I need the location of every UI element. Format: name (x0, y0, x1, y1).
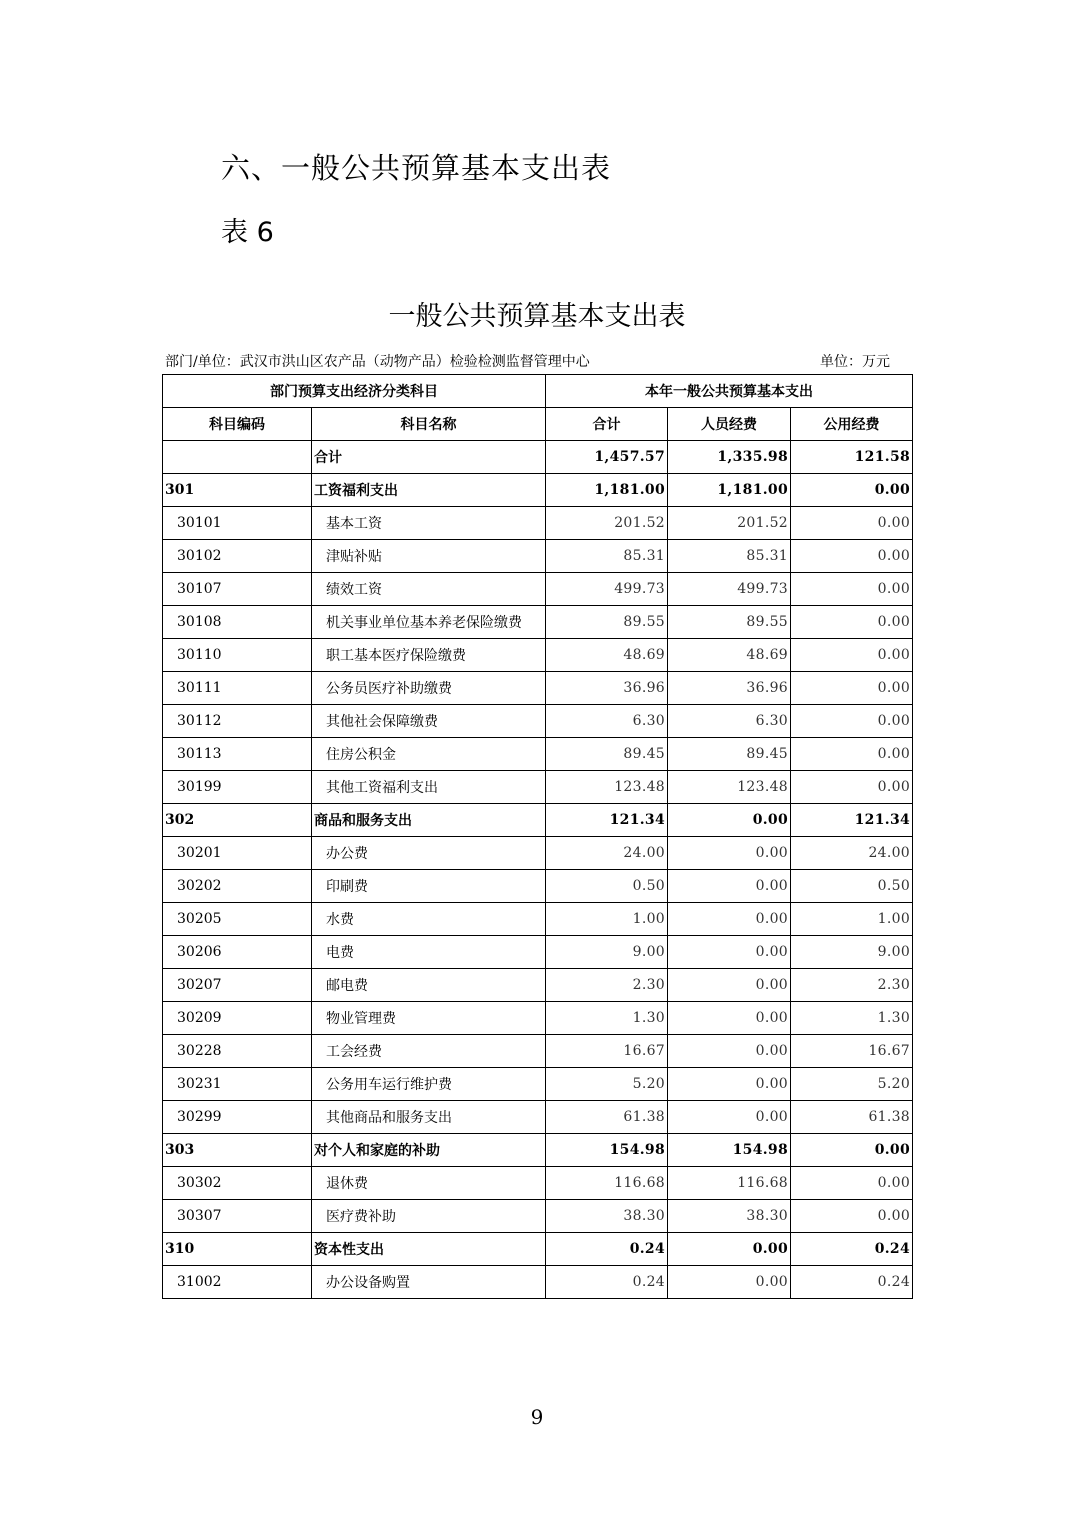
cell-code: 30199 (163, 771, 312, 804)
cell-public: 0.00 (791, 606, 913, 639)
table-row (163, 540, 913, 573)
table-row (163, 573, 913, 606)
cell-public: 0.00 (791, 705, 913, 738)
cell-code: 30107 (163, 573, 312, 606)
cell-total: 24.00 (546, 837, 668, 870)
table-row (163, 1134, 913, 1167)
cell-public: 0.00 (791, 738, 913, 771)
cell-total: 0.24 (546, 1233, 668, 1266)
cell-total: 121.34 (546, 804, 668, 837)
header-column-row (163, 408, 913, 441)
cell-total: 85.31 (546, 540, 668, 573)
cell-personnel: 154.98 (668, 1134, 791, 1167)
cell-public: 121.34 (791, 804, 913, 837)
cell-code: 30205 (163, 903, 312, 936)
cell-code: 30202 (163, 870, 312, 903)
cell-name: 公务员医疗补助缴费 (312, 672, 546, 705)
cell-total: 116.68 (546, 1167, 668, 1200)
cell-personnel: 0.00 (668, 903, 791, 936)
cell-code: 30307 (163, 1200, 312, 1233)
cell-name: 办公设备购置 (312, 1266, 546, 1299)
cell-personnel: 1,335.98 (668, 441, 791, 474)
cell-personnel: 0.00 (668, 1002, 791, 1035)
table-row (163, 1068, 913, 1101)
cell-personnel: 1,181.00 (668, 474, 791, 507)
cell-name: 邮电费 (312, 969, 546, 1002)
table-number: 表 6 (221, 217, 274, 248)
table-row (163, 738, 913, 771)
cell-total: 48.69 (546, 639, 668, 672)
cell-code: 31002 (163, 1266, 312, 1299)
cell-public: 0.24 (791, 1233, 913, 1266)
cell-name: 基本工资 (312, 507, 546, 540)
cell-public: 0.00 (791, 540, 913, 573)
cell-public: 61.38 (791, 1101, 913, 1134)
table-row (163, 474, 913, 507)
table-row (163, 1200, 913, 1233)
table-title: 一般公共预算基本支出表 (388, 301, 686, 332)
cell-total: 1,181.00 (546, 474, 668, 507)
cell-code: 30110 (163, 639, 312, 672)
cell-code (163, 441, 312, 474)
cell-public: 1.30 (791, 1002, 913, 1035)
table-row (163, 870, 913, 903)
cell-total: 154.98 (546, 1134, 668, 1167)
cell-name: 工资福利支出 (312, 474, 546, 507)
table-row (163, 606, 913, 639)
header-code: 科目编码 (163, 408, 312, 441)
cell-code: 30231 (163, 1068, 312, 1101)
cell-public: 0.50 (791, 870, 913, 903)
page-number: 9 (530, 1405, 544, 1429)
cell-personnel: 48.69 (668, 639, 791, 672)
cell-public: 0.00 (791, 771, 913, 804)
cell-name: 职工基本医疗保险缴费 (312, 639, 546, 672)
cell-name: 商品和服务支出 (312, 804, 546, 837)
cell-total: 89.55 (546, 606, 668, 639)
table-row (163, 1266, 913, 1299)
unit-label: 单位：万元 (820, 354, 890, 370)
cell-personnel: 89.55 (668, 606, 791, 639)
cell-personnel: 38.30 (668, 1200, 791, 1233)
cell-code: 30206 (163, 936, 312, 969)
cell-public: 0.00 (791, 507, 913, 540)
cell-public: 2.30 (791, 969, 913, 1002)
cell-personnel: 0.00 (668, 1233, 791, 1266)
cell-public: 0.00 (791, 573, 913, 606)
cell-total: 201.52 (546, 507, 668, 540)
header-public: 公用经费 (791, 408, 913, 441)
cell-code: 30102 (163, 540, 312, 573)
cell-public: 0.00 (791, 639, 913, 672)
cell-personnel: 116.68 (668, 1167, 791, 1200)
table-row (163, 936, 913, 969)
header-group-right: 本年一般公共预算基本支出 (546, 375, 913, 408)
cell-personnel: 85.31 (668, 540, 791, 573)
cell-total: 1.00 (546, 903, 668, 936)
cell-total: 0.24 (546, 1266, 668, 1299)
cell-code: 301 (163, 474, 312, 507)
cell-public: 24.00 (791, 837, 913, 870)
cell-code: 30101 (163, 507, 312, 540)
cell-name: 其他工资福利支出 (312, 771, 546, 804)
cell-code: 30111 (163, 672, 312, 705)
table-row (163, 1002, 913, 1035)
cell-code: 30299 (163, 1101, 312, 1134)
cell-personnel: 0.00 (668, 804, 791, 837)
table-row (163, 1101, 913, 1134)
cell-personnel: 36.96 (668, 672, 791, 705)
cell-total: 123.48 (546, 771, 668, 804)
table-row (163, 1233, 913, 1266)
cell-total: 9.00 (546, 936, 668, 969)
cell-personnel: 0.00 (668, 870, 791, 903)
cell-personnel: 0.00 (668, 837, 791, 870)
cell-public: 0.00 (791, 672, 913, 705)
cell-personnel: 0.00 (668, 1068, 791, 1101)
table-row (163, 837, 913, 870)
cell-public: 0.00 (791, 474, 913, 507)
cell-personnel: 499.73 (668, 573, 791, 606)
cell-personnel: 0.00 (668, 1266, 791, 1299)
cell-code: 30228 (163, 1035, 312, 1068)
cell-name: 其他商品和服务支出 (312, 1101, 546, 1134)
cell-code: 310 (163, 1233, 312, 1266)
cell-name: 机关事业单位基本养老保险缴费 (312, 606, 546, 639)
cell-total: 1,457.57 (546, 441, 668, 474)
cell-public: 9.00 (791, 936, 913, 969)
table-row (163, 804, 913, 837)
cell-name: 资本性支出 (312, 1233, 546, 1266)
cell-name: 住房公积金 (312, 738, 546, 771)
table-row (163, 639, 913, 672)
cell-code: 30112 (163, 705, 312, 738)
cell-name: 物业管理费 (312, 1002, 546, 1035)
cell-code: 303 (163, 1134, 312, 1167)
header-total: 合计 (546, 408, 668, 441)
cell-personnel: 0.00 (668, 1101, 791, 1134)
cell-total: 2.30 (546, 969, 668, 1002)
header-group-row (163, 375, 913, 408)
cell-total: 0.50 (546, 870, 668, 903)
cell-name: 电费 (312, 936, 546, 969)
cell-name: 退休费 (312, 1167, 546, 1200)
cell-name: 津贴补贴 (312, 540, 546, 573)
cell-total: 61.38 (546, 1101, 668, 1134)
cell-personnel: 89.45 (668, 738, 791, 771)
table-row (163, 507, 913, 540)
cell-personnel: 123.48 (668, 771, 791, 804)
cell-name: 医疗费补助 (312, 1200, 546, 1233)
cell-total: 89.45 (546, 738, 668, 771)
cell-total: 6.30 (546, 705, 668, 738)
cell-public: 0.00 (791, 1167, 913, 1200)
table-row (163, 1035, 913, 1068)
table-row (163, 672, 913, 705)
cell-name: 工会经费 (312, 1035, 546, 1068)
cell-public: 16.67 (791, 1035, 913, 1068)
cell-public: 0.00 (791, 1134, 913, 1167)
cell-name: 其他社会保障缴费 (312, 705, 546, 738)
header-group-left: 部门预算支出经济分类科目 (163, 375, 546, 408)
table-row (163, 705, 913, 738)
cell-total: 36.96 (546, 672, 668, 705)
table-row (163, 1167, 913, 1200)
table-row (163, 441, 913, 474)
cell-code: 30207 (163, 969, 312, 1002)
cell-personnel: 6.30 (668, 705, 791, 738)
cell-code: 30113 (163, 738, 312, 771)
cell-name: 办公费 (312, 837, 546, 870)
cell-code: 30209 (163, 1002, 312, 1035)
cell-public: 5.20 (791, 1068, 913, 1101)
cell-total: 38.30 (546, 1200, 668, 1233)
cell-total: 499.73 (546, 573, 668, 606)
cell-personnel: 0.00 (668, 936, 791, 969)
cell-total: 5.20 (546, 1068, 668, 1101)
cell-code: 30201 (163, 837, 312, 870)
cell-code: 30108 (163, 606, 312, 639)
cell-public: 0.00 (791, 1200, 913, 1233)
table-row (163, 771, 913, 804)
cell-name: 对个人和家庭的补助 (312, 1134, 546, 1167)
cell-total: 1.30 (546, 1002, 668, 1035)
cell-code: 302 (163, 804, 312, 837)
cell-total: 16.67 (546, 1035, 668, 1068)
cell-personnel: 0.00 (668, 1035, 791, 1068)
cell-public: 0.24 (791, 1266, 913, 1299)
cell-public: 1.00 (791, 903, 913, 936)
cell-public: 121.58 (791, 441, 913, 474)
cell-name: 印刷费 (312, 870, 546, 903)
cell-name: 合计 (312, 441, 546, 474)
cell-name: 绩效工资 (312, 573, 546, 606)
cell-personnel: 201.52 (668, 507, 791, 540)
cell-name: 公务用车运行维护费 (312, 1068, 546, 1101)
section-title: 六、一般公共预算基本支出表 (221, 151, 612, 185)
header-name: 科目名称 (312, 408, 546, 441)
cell-personnel: 0.00 (668, 969, 791, 1002)
cell-name: 水费 (312, 903, 546, 936)
budget-table (162, 374, 913, 1299)
header-personnel: 人员经费 (668, 408, 791, 441)
cell-code: 30302 (163, 1167, 312, 1200)
table-row (163, 969, 913, 1002)
table-row (163, 903, 913, 936)
department-label: 部门/单位：武汉市洪山区农产品（动物产品）检验检测监督管理中心 (165, 354, 590, 370)
